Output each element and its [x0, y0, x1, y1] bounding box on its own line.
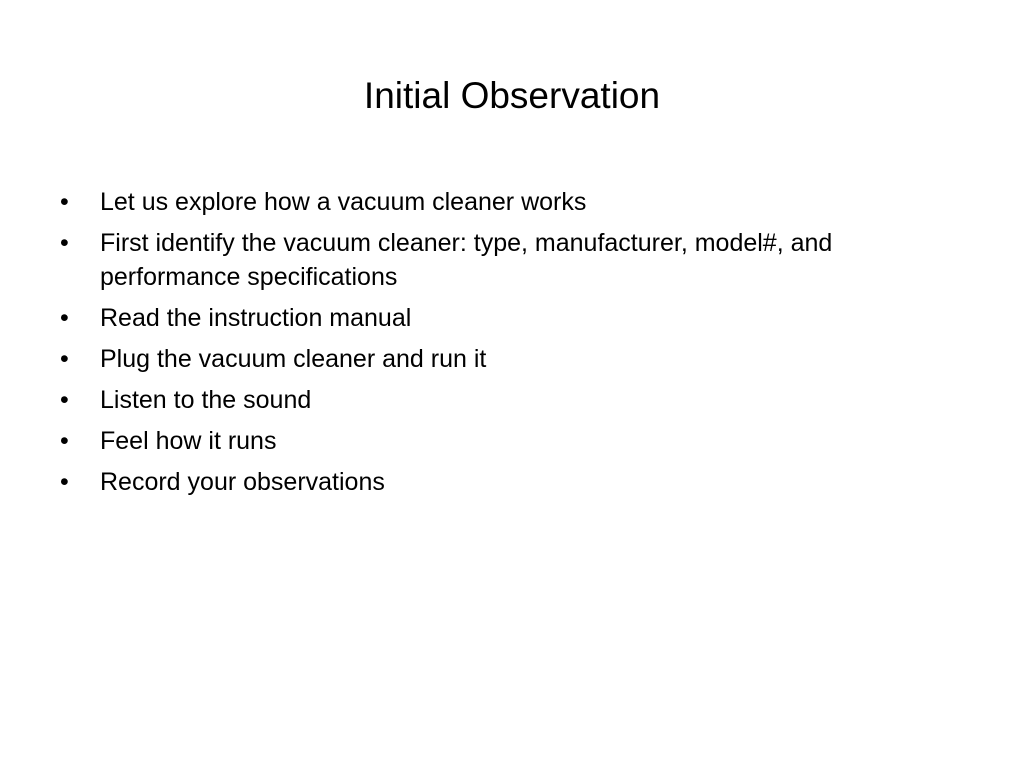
bullet-list: [60, 185, 960, 506]
bullet-text: First identify the vacuum cleaner: type, manufacturer, model#, and performance specifications: [100, 229, 833, 291]
bullet-marker: •: [60, 386, 69, 414]
slide-title: Initial Observation: [363, 75, 661, 116]
bullet-item: [60, 424, 960, 458]
bullet-text: Feel how it runs: [100, 427, 277, 455]
bullet-marker: •: [60, 427, 69, 455]
bullet-item: [60, 465, 960, 499]
bullet-item: [60, 301, 960, 335]
bullet-marker: •: [60, 468, 69, 496]
bullet-text: Let us explore how a vacuum cleaner works: [100, 188, 587, 216]
bullet-item: [60, 185, 960, 219]
bullet-item: [60, 226, 960, 294]
bullet-text: Plug the vacuum cleaner and run it: [100, 345, 487, 373]
bullet-text: Record your observations: [100, 468, 385, 496]
bullet-text: Read the instruction manual: [100, 304, 412, 332]
bullet-marker: •: [60, 304, 69, 332]
bullet-marker: •: [60, 345, 69, 373]
bullet-item: [60, 383, 960, 417]
bullet-item: [60, 342, 960, 376]
bullet-marker: •: [60, 188, 69, 216]
bullet-text: Listen to the sound: [100, 386, 312, 414]
bullet-marker: •: [60, 229, 69, 257]
